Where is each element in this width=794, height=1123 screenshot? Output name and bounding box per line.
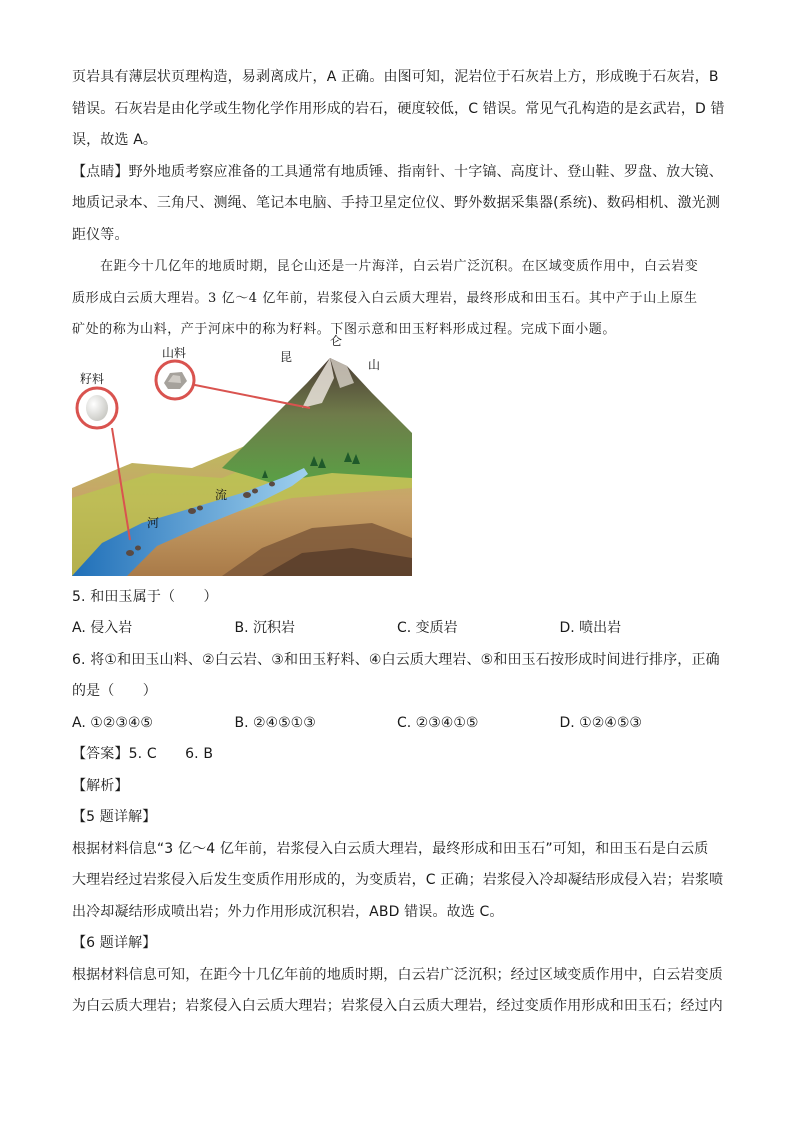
detail-5-line: 出冷却凝结形成喷出岩；外力作用形成沉积岩，ABD 错误。故选 C。 <box>72 903 504 920</box>
option-a: A. ①②③④⑤ <box>72 714 153 731</box>
dianjing-paragraph <box>72 157 722 189</box>
material-line: 矿处的称为山料，产于河床中的称为籽料。下图示意和田玉籽料形成过程。完成下面小题。 <box>72 322 617 337</box>
label-he: 河 <box>147 515 160 530</box>
prev-explanation-line: 错误。石灰岩是由化学或生物化学作用形成的岩石，硬度较低，C 错误。常见气孔构造的是玄武岩，D 错 <box>72 100 725 117</box>
prev-explanation-line: 页岩具有薄层状页理构造，易剥离成片，A 正确。由图可知，泥岩位于石灰岩上方，形成晚于石灰岩，B <box>72 69 719 85</box>
question-6-stem: 的是（ ） <box>72 683 157 699</box>
question-5-options <box>72 613 722 645</box>
answer-text: 5. C 6. B <box>128 746 214 762</box>
dianjing-tag: 【点睛】 <box>72 163 129 180</box>
material-line: 质形成白云质大理岩。3 亿～4 亿年前，岩浆侵入白云质大理岩，最终形成和田玉石。其中产于山上原生 <box>72 290 698 306</box>
label-ziliao: 籽料 <box>80 371 105 386</box>
option-c: C. ②③④①⑤ <box>397 714 479 731</box>
label-kun: 昆 <box>280 349 293 364</box>
hetian-jade-diagram <box>72 333 412 576</box>
label-shan: 山 <box>368 357 381 372</box>
dianjing-line: 地质记录本、三角尺、测绳、笔记本电脑、手持卫星定位仪、野外数据采集器(系统)、数码相机、激光测 <box>72 195 720 211</box>
option-b: B. 沉积岩 <box>234 620 296 636</box>
shanliao-connector <box>190 384 310 408</box>
prev-explanation-line: 误，故选 A。 <box>72 132 158 148</box>
answer-tag: 【答案】 <box>72 746 129 762</box>
detail-5-heading: 【5 题详解】 <box>72 809 157 825</box>
option-a: A. 侵入岩 <box>72 620 133 636</box>
dianjing-text: 野外地质考察应准备的工具通常有地质锤、指南针、十字镐、高度计、登山鞋、罗盘、放大镜、 <box>128 163 723 180</box>
option-d: D. ①②④⑤③ <box>559 714 642 731</box>
label-lun: 仑 <box>330 333 343 348</box>
label-shanliao: 山料 <box>162 345 187 360</box>
detail-6-line: 为白云质大理岩；岩浆侵入白云质大理岩；岩浆侵入白云质大理岩，经过变质作用形成和田玉石；经过内 <box>72 998 723 1014</box>
option-d: D. 喷出岩 <box>559 620 622 636</box>
dianjing-line: 距仪等。 <box>72 226 129 243</box>
question-6-stem: 6. 将①和田玉山料、②白云岩、③和田玉籽料、④白云质大理岩、⑤和田玉石按形成时间进行排序，正确 <box>72 651 720 668</box>
detail-6-heading: 【6 题详解】 <box>72 935 157 951</box>
detail-5-line: 根据材料信息“3 亿～4 亿年前，岩浆侵入白云质大理岩，最终形成和田玉石”可知，和田玉石是白云质 <box>72 840 709 857</box>
label-liu: 流 <box>215 487 228 502</box>
answer-line <box>72 739 722 771</box>
option-b: B. ②④⑤①③ <box>234 714 316 731</box>
detail-5-line: 大理岩经过岩浆侵入后发生变质作用形成的，为变质岩，C 正确；岩浆侵入冷却凝结形成侵入岩；岩浆喷 <box>72 872 724 888</box>
detail-6-line: 根据材料信息可知，在距今十几亿年前的地质时期，白云岩广泛沉积；经过区域变质作用中，白云岩变质 <box>72 966 723 983</box>
option-c: C. 变质岩 <box>397 620 458 636</box>
diagram-illustration <box>72 348 412 576</box>
material-line: 在距今十几亿年的地质时期，昆仑山还是一片海洋，白云岩广泛沉积。在区域变质作用中，白云岩变 <box>100 259 699 274</box>
question-5-stem: 5. 和田玉属于（ ） <box>72 588 218 605</box>
document-page <box>72 62 725 1023</box>
jiexi-heading: 【解析】 <box>72 777 129 794</box>
question-6-options <box>72 708 722 740</box>
